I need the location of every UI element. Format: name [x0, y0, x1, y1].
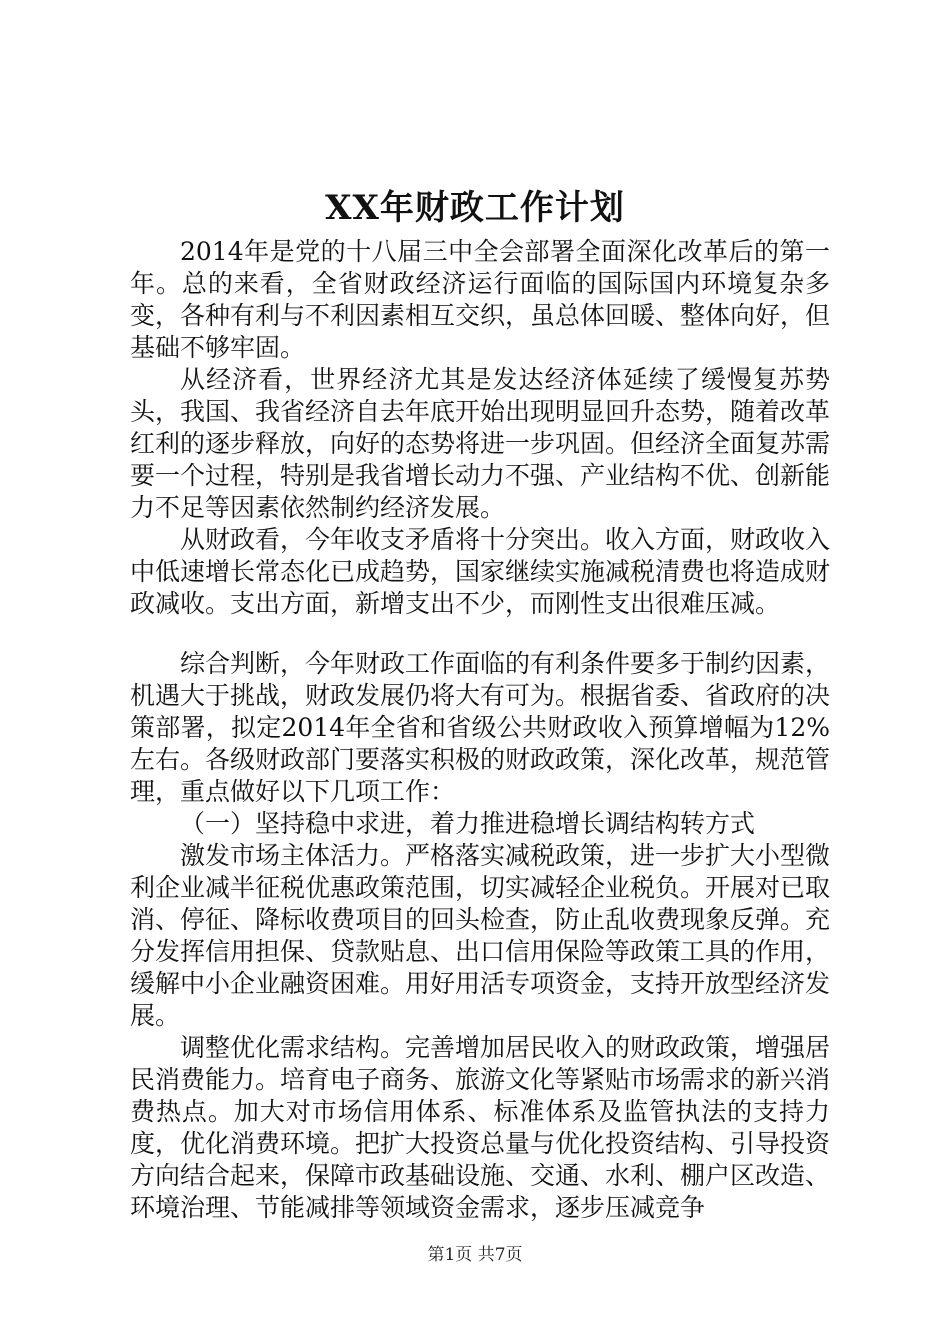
paragraph-judgement: 综合判断，今年财政工作面临的有利条件要多于制约因素，机遇大于挑战，财政发展仍将大有可为。根据省委、省政府的决策部署，拟定2014年全省和省级公共财政收入预算增幅为12%左右。各级财政部门要落实积极的财政政策，深化改革，规范管理，重点做好以下几项工作：: [130, 649, 831, 806]
paragraph-market-vitality: 激发市场主体活力。严格落实减税政策，进一步扩大小型微利企业减半征税优惠政策范围，切实减轻企业税负。开展对已取消、停征、降标收费项目的回头检查，防止乱收费现象反弹。充分发挥信用担保、贷款贴息、出口信用保险等政策工具的作用，缓解中小企业融资困难。用好用活专项资金，支持开放型经济发展。: [130, 841, 831, 1030]
document-body: [130, 236, 830, 1224]
page-footer: 第1页 共7页: [427, 1245, 523, 1265]
paragraph-economy: 从经济看，世界经济尤其是发达经济体延续了缓慢复苏势头，我国、我省经济自去年底开始出现明显回升态势，随着改革红利的逐步释放，向好的态势将进一步巩固。但经济全面复苏需要一个过程，特别是我省增长动力不强、产业结构不优、创新能力不足等因素依然制约经济发展。: [130, 365, 831, 522]
section-heading-1: （一）坚持稳中求进，着力推进稳增长调结构转方式: [180, 809, 756, 838]
paragraph-demand-structure: 调整优化需求结构。完善增加居民收入的财政政策，增强居民消费能力。培育电子商务、旅游文化等紧贴市场需求的新兴消费热点。加大对市场信用体系、标准体系及监管执法的支持力度，优化消费环境。把扩大投资总量与优化投资结构、引导投资方向结合起来，保障市政基础设施、交通、水利、棚户区改造、环境治理、节能减排等领域资金需求，逐步压减竞争: [130, 1033, 831, 1222]
paragraph-intro: 2014年是党的十八届三中全会部署全面深化改革后的第一年。总的来看，全省财政经济运行面临的国际国内环境复杂多变，各种有利与不利因素相互交织，虽总体回暖、整体向好，但基础不够牢固。: [130, 237, 831, 362]
paragraph-finance: 从财政看，今年收支矛盾将十分突出。收入方面，财政收入中低速增长常态化已成趋势，国家继续实施减税清费也将造成财政减收。支出方面，新增支出不少，而刚性支出很难压减。: [130, 525, 831, 618]
document-title: XX年财政工作计划: [325, 188, 625, 228]
